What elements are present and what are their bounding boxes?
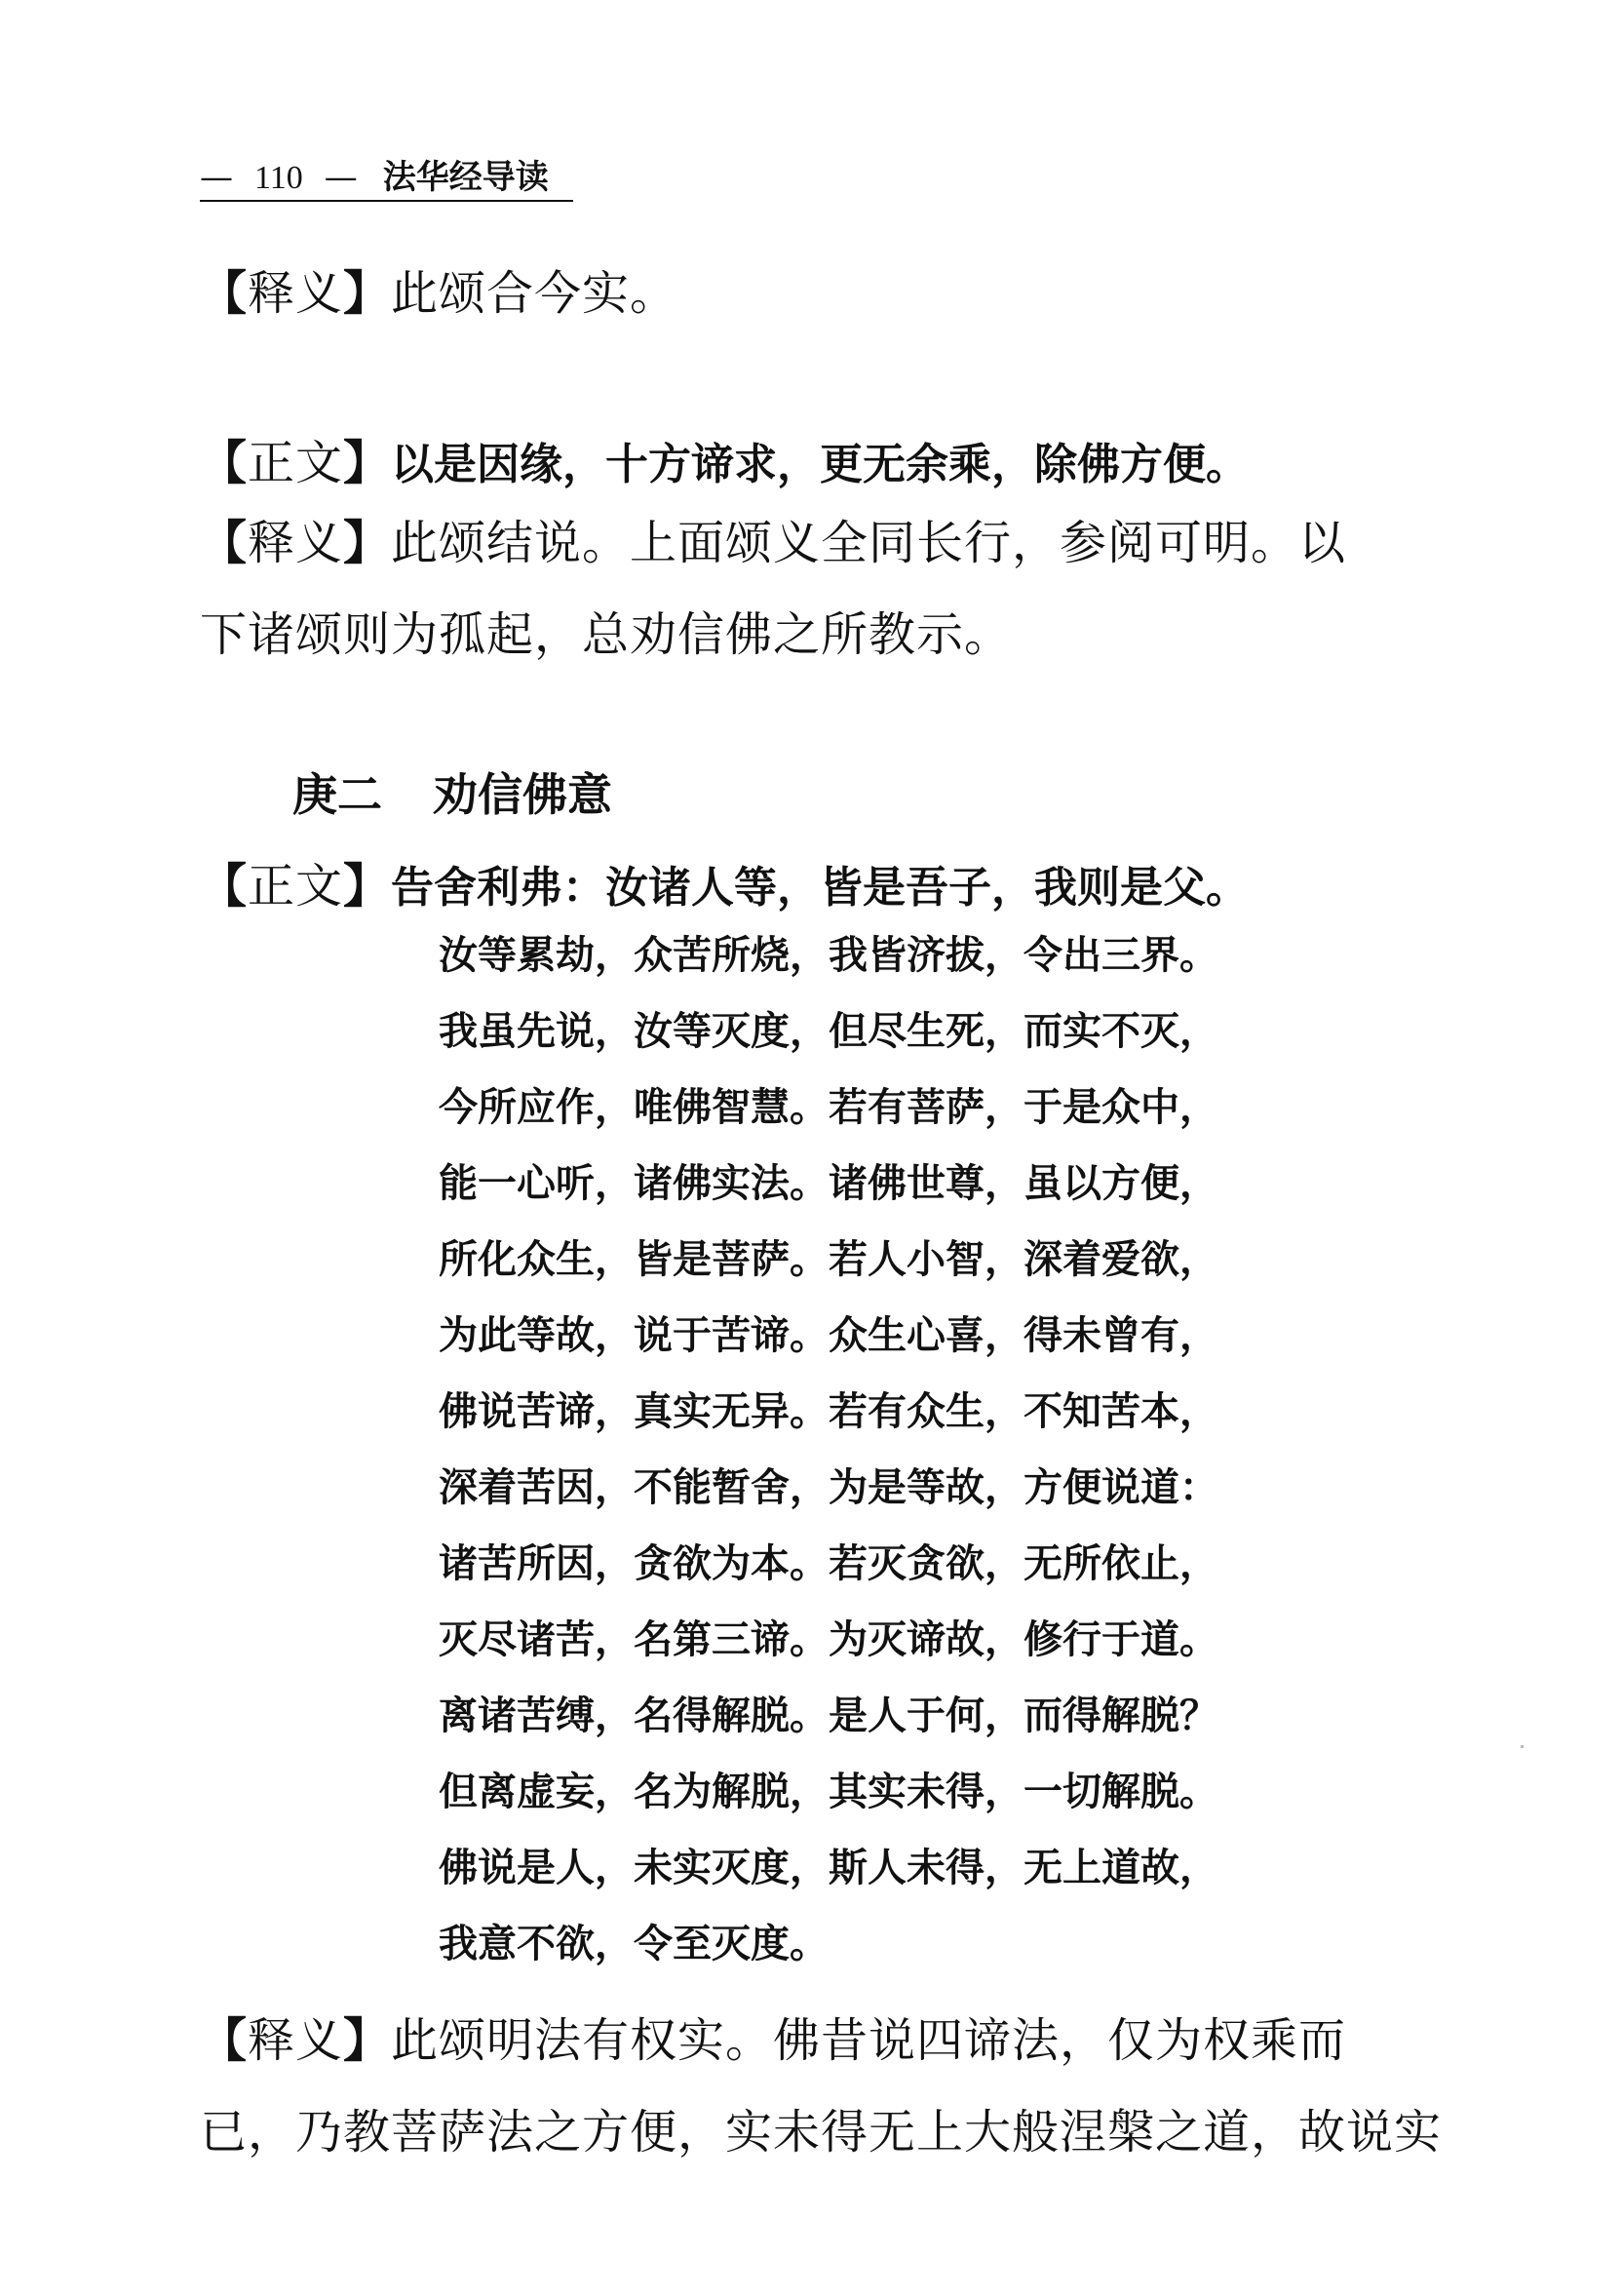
scan-speck [1521, 1745, 1524, 1748]
section-tag: 【正文】 [200, 859, 392, 914]
header-rule [200, 200, 573, 202]
verse-line: 灭尽诸苦，名第三谛。为灭谛故，修行于道。 [439, 1617, 1218, 1662]
section-tag: 【释义】 [200, 266, 392, 321]
paragraph-continuation: 下诸颂则为孤起，总劝信佛之所教示。 [200, 607, 1013, 662]
verse-line: 诸苦所因，贪欲为本。若灭贪欲，无所依止， [439, 1541, 1218, 1586]
verse-line: 为此等故，说于苦谛。众生心喜，得未曾有， [439, 1313, 1218, 1358]
section-tag: 【释义】 [200, 516, 392, 570]
section-tag: 【释义】 [200, 2013, 392, 2068]
section-heading [292, 751, 612, 838]
section-label: 庚二 [292, 768, 382, 821]
scripture-text: 以是因缘，十方谛求，更无余乘，除佛方便。 [391, 440, 1250, 489]
verse-line: 所化众生，皆是菩萨。若人小智，深着爱欲， [439, 1237, 1218, 1282]
section-title: 劝信佛意 [433, 768, 612, 821]
verse-line: 离诸苦缚，名得解脱。是人于何，而得解脱？ [439, 1693, 1218, 1738]
running-header [200, 156, 570, 199]
paragraph-continuation: 已，乃教菩萨法之方便，实未得无上大般涅槃之道，故说实 [200, 2105, 1443, 2160]
verse-line: 佛说苦谛，真实无异。若有众生，不知苦本， [439, 1389, 1218, 1434]
paragraph-text: 此颂合今实。 [391, 266, 678, 321]
section-tag: 【正文】 [200, 436, 392, 490]
paragraph-commentary-1 [200, 248, 1399, 339]
verse-first-line [200, 840, 1399, 934]
verse-line: 深着苦因，不能暂舍，为是等故，方便说道： [439, 1465, 1218, 1510]
paragraph-commentary-3 [200, 1995, 1399, 2086]
header-dash-left: — [200, 158, 233, 197]
verse-line: 但离虚妄，名为解脱，其实未得，一切解脱。 [439, 1770, 1218, 1814]
page-number: 110 [254, 160, 303, 196]
paragraph-text: 此颂结说。上面颂义全同长行，参阅可明。以 [391, 516, 1347, 570]
verse-line: 告舍利弗：汝诸人等，皆是吾子，我则是父。 [391, 863, 1250, 913]
verse-line: 能一心听，诸佛实法。诸佛世尊，虽以方便， [439, 1161, 1218, 1206]
verse-line: 佛说是人，未实灭度，斯人未得，无上道故， [439, 1846, 1218, 1890]
paragraph-commentary-2 [200, 497, 1399, 589]
paragraph-text: 此颂明法有权实。佛昔说四谛法，仅为权乘而 [391, 2013, 1347, 2068]
verse-line: 我意不欲，令至灭度。 [439, 1922, 829, 1966]
header-dash-right: — [324, 158, 358, 197]
verse-line: 汝等累劫，众苦所烧，我皆济拔，令出三界。 [439, 933, 1218, 978]
book-title: 法华经导读 [382, 158, 549, 197]
verse-line: 今所应作，唯佛智慧。若有菩萨，于是众中， [439, 1085, 1218, 1130]
verse-line: 我虽先说，汝等灭度，但尽生死，而实不灭， [439, 1009, 1218, 1054]
